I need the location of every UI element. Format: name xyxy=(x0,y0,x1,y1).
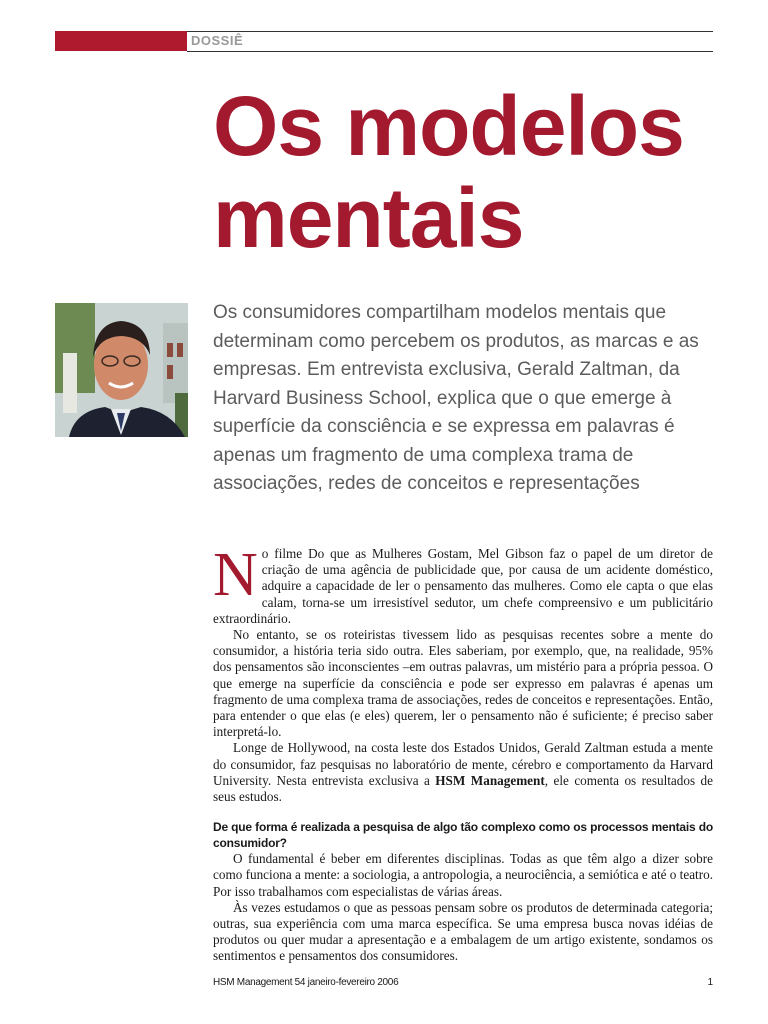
article-body xyxy=(213,541,713,965)
body-paragraph: No entanto, se os roteiristas tivessem lido as pesquisas recentes sobre a mente do consumidor, a história teria sido outra. Eles saberiam, por exemplo, que, na realidade, 95% dos pensamentos são inconscientes –em outras palavras, um mistério para a própria pessoa. O que emerge na superfície da consciência e pode ser expresso em palavras é apenas um fragmento de uma complexa trama de associações, redes de conceitos e representações. Então, para entender o que elas (e eles) querem, ler o pensamento não é suficiente; é preciso saber interpretá-lo. xyxy=(213,627,713,740)
publication-name: HSM Management xyxy=(435,772,545,788)
section-label: DOSSIÊ xyxy=(191,33,244,48)
header-rule-top xyxy=(187,31,713,32)
body-paragraph xyxy=(213,740,713,805)
interview-answer: O fundamental é beber em diferentes disciplinas. Todas as que têm algo a dizer sobre como funciona a mente: a sociologia, a antropologia, a neurociência, a semiótica e até o teatro. Por isso trabalhamos com especialistas de várias áreas. xyxy=(213,851,713,899)
header-rule-bottom xyxy=(187,51,713,52)
drop-cap: N xyxy=(213,541,258,609)
page-number: 1 xyxy=(707,977,713,988)
interview-question: De que forma é realizada a pesquisa de algo tão complexo como os processos mentais do consumidor? xyxy=(213,820,713,851)
section-accent-block xyxy=(55,31,187,51)
article-title: Os modelos mentais xyxy=(213,79,684,265)
section-header-bar xyxy=(55,31,713,52)
paragraph-text: Longe de Hollywood, na costa leste dos Estados Unidos, Gerald Zaltman estuda a mente do consumidor, faz pesquisas no laboratório de mente, cérebro e comportamento da Harvard University. Nesta entrevista exclusiva a xyxy=(213,740,713,788)
footer-publication: HSM Management 54 janeiro-fevereiro 2006 xyxy=(213,977,399,988)
interview-answer: Às vezes estudamos o que as pessoas pensam sobre os produtos de determinada categoria; outras, sua experiência com uma marca específica. Se uma empresa busca novas idéias de produtos ou quer mudar a apresentação e a embalagem de um artigo existente, sondamos os sentimentos e pensamentos dos consumidores. xyxy=(213,899,713,964)
body-paragraph xyxy=(213,541,713,627)
article-lead: Os consumidores compartilham modelos mentais que determinam como percebem os produtos, as marcas e as empresas. Em entrevista exclusiva, Gerald Zaltman, da Harvard Business School, explica que o que emerge à superfície da consciência e se expressa em palavras é apenas um fragmento de uma complexa trama de associações, redes de conceitos e representações xyxy=(213,302,699,494)
author-portrait-photo xyxy=(55,303,188,437)
page-footer xyxy=(213,977,713,991)
paragraph-text: o filme Do que as Mulheres Gostam, Mel Gibson faz o papel de um diretor de criação de uma agência de publicidade que, por causa de um acidente doméstico, adquire a capacidade de ler o pensamento das mulheres. Como ele capta o que elas calam, torna-se um irresistível sedutor, um chefe compreensivo e um publicitário extraordinário. xyxy=(213,546,713,626)
portrait-illustration xyxy=(55,303,188,437)
paragraph-text: , ele comenta os resultados de seus estudos. xyxy=(213,772,713,805)
